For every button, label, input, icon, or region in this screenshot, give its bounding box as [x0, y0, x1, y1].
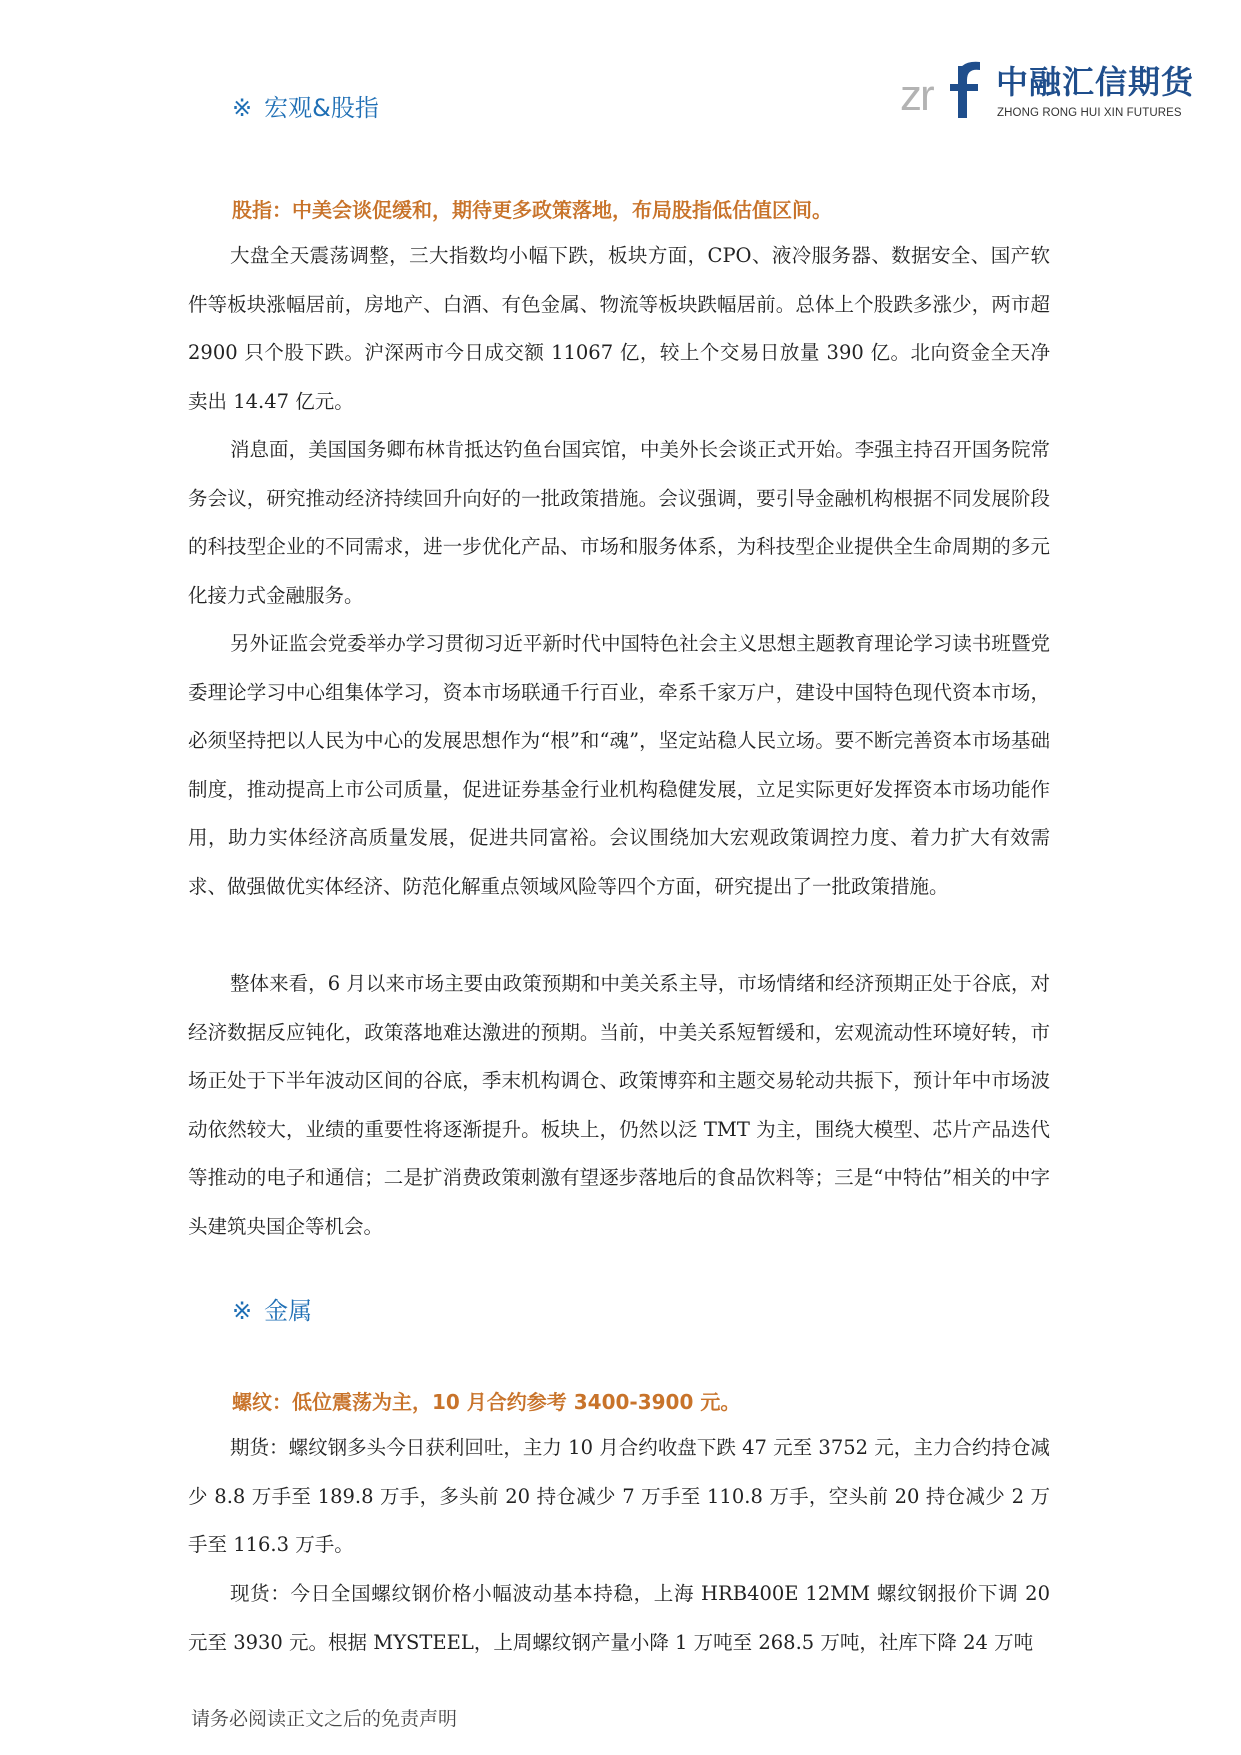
logo-company-name: 中融汇信期货 — [996, 63, 1195, 101]
section-heading-metals — [232, 1296, 312, 1326]
paragraph-csrc-meeting: 另外证监会党委举办学习贯彻习近平新时代中国特色社会主义思想主题教育理论学习读书班暨党委理论学习中心组集体学习，资本市场联通千行百业，牵系千家万户，建设中国特色现代资本市场，必须坚持把以人民为中心的发展思想作为“根”和“魂”，坚定站稳人民立场。要不断完善资本市场基础制度，推动提高上市公司质量，促进证券基金行业机构稳健发展，立足实际更好发挥资本市场功能作用，助力实体经济高质量发展，促进共同富裕。会议围绕加大宏观政策调控力度、着力扩大有效需求、做强做优实体经济、防范化解重点领域风险等四个方面，研究提出了一批政策措施。 — [188, 632, 1050, 898]
logo-company-subtitle: ZHONG RONG HUI XIN FUTURES — [997, 107, 1182, 119]
svg-text:zr: zr — [900, 71, 933, 120]
company-logo — [900, 58, 1195, 128]
section-title: 宏观&股指 — [264, 94, 379, 122]
section-title: 金属 — [264, 1297, 313, 1325]
subheading-stock-index: 股指：中美会谈促缓和，期待更多政策落地，布局股指低估值区间。 — [232, 198, 832, 222]
section-heading-macro — [232, 93, 379, 123]
reference-mark-icon: ※ — [232, 94, 253, 122]
paragraph-news: 消息面，美国国务卿布林肯抵达钓鱼台国宾馆，中美外长会谈正式开始。李强主持召开国务院常务会议，研究推动经济持续回升向好的一批政策措施。会议强调，要引导金融机构根据不同发展阶段的科技型企业的不同需求，进一步优化产品、市场和服务体系，为科技型企业提供全生命周期的多元化接力式金融服务。 — [188, 438, 1050, 607]
footer-disclaimer: 请务必阅读正文之后的免责声明 — [191, 1708, 458, 1730]
zrf-logo-icon — [900, 58, 988, 122]
subheading-rebar: 螺纹：低位震荡为主，10 月合约参考 3400-3900 元。 — [232, 1390, 741, 1414]
reference-mark-icon: ※ — [232, 1297, 253, 1325]
paragraph-rebar-spot: 现货：今日全国螺纹钢价格小幅波动基本持稳，上海 HRB400E 12MM 螺纹钢报价下调 20 元至 3930 元。根据 MYSTEEL，上周螺纹钢产量小降 1 万吨至 268.5 万吨，社库下降 24 万吨 — [188, 1582, 1050, 1654]
paragraph-outlook: 整体来看，6 月以来市场主要由政策预期和中美关系主导，市场情绪和经济预期正处于谷底，对经济数据反应钝化，政策落地难达激进的预期。当前，中美关系短暂缓和，宏观流动性环境好转，市场正处于下半年波动区间的谷底，季末机构调仓、政策博弈和主题交易轮动共振下，预计年中市场波动依然较大，业绩的重要性将逐渐提升。板块上，仍然以泛 TMT 为主，围绕大模型、芯片产品迭代等推动的电子和通信；二是扩消费政策刺激有望逐步落地后的食品饮料等；三是“中特估”相关的中字头建筑央国企等机会。 — [188, 972, 1050, 1238]
paragraph-market-overview: 大盘全天震荡调整，三大指数均小幅下跌，板块方面，CPO、液冷服务器、数据安全、国产软件等板块涨幅居前，房地产、白酒、有色金属、物流等板块跌幅居前。总体上个股跌多涨少，两市超 2900 只个股下跌。沪深两市今日成交额 11067 亿，较上个交易日放量 390 亿。北向资金全天净卖出 14.47 亿元。 — [188, 244, 1050, 413]
paragraph-rebar-futures: 期货：螺纹钢多头今日获利回吐，主力 10 月合约收盘下跌 47 元至 3752 元，主力合约持仓减少 8.8 万手至 189.8 万手，多头前 20 持仓减少 7 万手至 110.8 万手，空头前 20 持仓减少 2 万手至 116.3 万手。 — [188, 1436, 1050, 1556]
